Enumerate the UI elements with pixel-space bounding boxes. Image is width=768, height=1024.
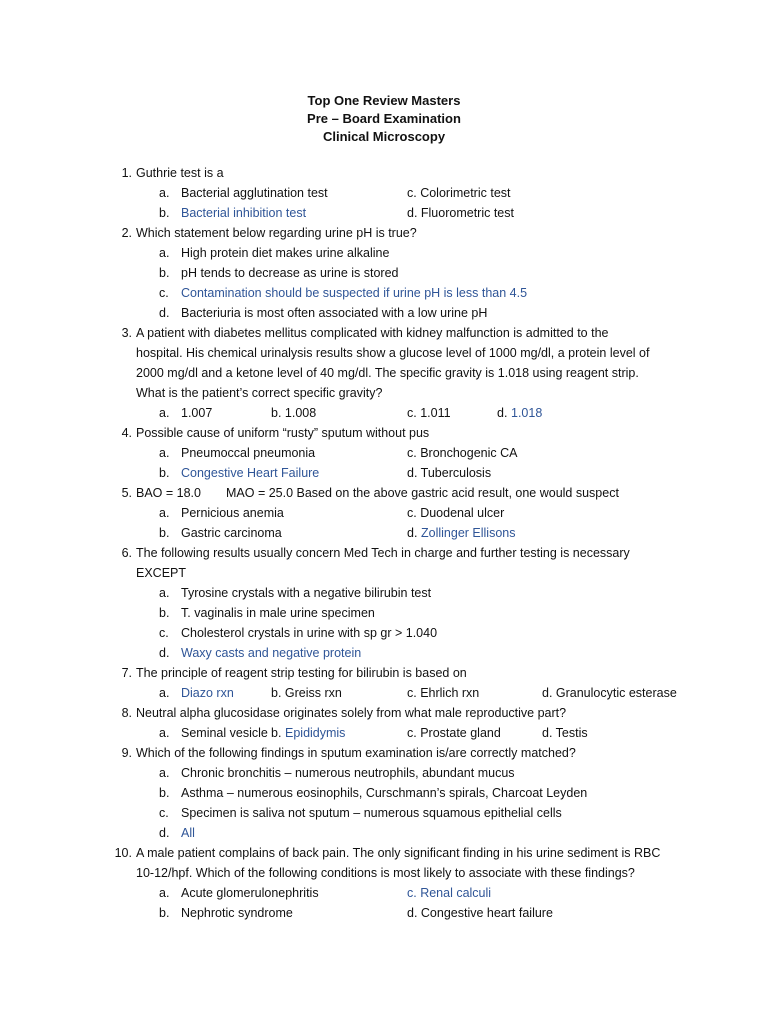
option-label: b.: [159, 606, 170, 620]
option-c-answer: Contamination should be suspected if urine pH is less than 4.5: [181, 286, 528, 300]
question-number: 7.: [121, 666, 132, 680]
question-number: 10.: [114, 846, 132, 860]
option-d: d. Fluorometric test: [407, 206, 514, 220]
option-c-answer: c. Renal calculi: [407, 886, 492, 900]
option-c: c. Bronchogenic CA: [407, 446, 518, 460]
header-line-2: Pre – Board Examination: [307, 111, 461, 126]
question-text-line: EXCEPT: [136, 566, 187, 580]
option-label: b.: [159, 906, 170, 920]
question-number: 1.: [121, 166, 132, 180]
option-b: Gastric carcinoma: [181, 526, 282, 540]
option-d: d. Tuberculosis: [407, 466, 492, 480]
question-text: Which statement below regarding urine pH is true?: [136, 226, 417, 240]
option-d-answer: Waxy casts and negative protein: [181, 646, 362, 660]
option-a: Seminal vesicle: [181, 726, 268, 740]
question-text-line: What is the patient’s correct specific gravity?: [136, 386, 383, 400]
question-text-line: The following results usually concern Med Tech in charge and further testing is necessary: [136, 546, 630, 560]
option-b: Asthma – numerous eosinophils, Curschmann’s spirals, Charcoat Leyden: [181, 786, 588, 800]
option-d: d. Testis: [542, 726, 588, 740]
option-c: c. Ehrlich rxn: [407, 686, 480, 700]
option-b-answer: Bacterial inhibition test: [181, 206, 307, 220]
question-text: Which of the following findings in sputum examination is/are correctly matched?: [136, 746, 576, 760]
header-line-3: Clinical Microscopy: [322, 129, 446, 144]
question-number: 6.: [121, 546, 132, 560]
option-label: c.: [159, 286, 169, 300]
option-b: T. vaginalis in male urine specimen: [181, 606, 375, 620]
option-label: b.: [159, 266, 170, 280]
option-a: Pneumoccal pneumonia: [181, 446, 316, 460]
option-d: Bacteriuria is most often associated with a low urine pH: [181, 306, 488, 320]
option-label: b.: [159, 526, 170, 540]
option-a: Bacterial agglutination test: [181, 186, 328, 200]
option-label: b.: [159, 206, 170, 220]
option-label: c.: [159, 626, 169, 640]
option-c: c. 1.011: [407, 406, 451, 420]
option-label: a.: [159, 506, 170, 520]
question-text-line: hospital. His chemical urinalysis results show a glucose level of 1000 mg/dl, a protein level of: [136, 346, 650, 360]
question-text: Neutral alpha glucosidase originates solely from what male reproductive part?: [136, 706, 567, 720]
option-d-answer: 1.018: [511, 406, 543, 420]
option-label: d.: [159, 646, 170, 660]
option-label: b.: [159, 466, 170, 480]
option-b: b. Greiss rxn: [271, 686, 342, 700]
option-label: a.: [159, 766, 170, 780]
option-label: a.: [159, 186, 170, 200]
option-a: 1.007: [181, 406, 213, 420]
option-a: High protein diet makes urine alkaline: [181, 246, 390, 260]
question-number: 2.: [121, 226, 132, 240]
option-label: a.: [159, 446, 170, 460]
option-d: d. Congestive heart failure: [407, 906, 553, 920]
question-number: 9.: [121, 746, 132, 760]
option-a: Pernicious anemia: [181, 506, 284, 520]
question-number: 5.: [121, 486, 132, 500]
option-label: d.: [159, 826, 170, 840]
header-line-1: Top One Review Masters: [307, 93, 461, 108]
question-text: Possible cause of uniform “rusty” sputum without pus: [136, 426, 430, 440]
option-b: b. 1.008: [271, 406, 317, 420]
option-b-label: b.: [271, 726, 282, 740]
option-c: Specimen is saliva not sputum – numerous squamous epithelial cells: [181, 806, 562, 820]
question-text-line: A male patient complains of back pain. The only significant finding in his urine sediment is RBC: [136, 846, 661, 860]
option-a-answer: Diazo rxn: [181, 686, 234, 700]
option-c: c. Prostate gland: [407, 726, 501, 740]
option-label: b.: [159, 786, 170, 800]
option-c: c. Duodenal ulcer: [407, 506, 505, 520]
option-label: a.: [159, 886, 170, 900]
question-text: The principle of reagent strip testing for bilirubin is based on: [136, 666, 467, 680]
option-d-label: d.: [497, 406, 508, 420]
option-a: Tyrosine crystals with a negative bilirubin test: [181, 586, 432, 600]
option-label: a.: [159, 406, 170, 420]
option-b-answer: Congestive Heart Failure: [181, 466, 320, 480]
question-text-line: A patient with diabetes mellitus complicated with kidney malfunction is admitted to the: [136, 326, 609, 340]
option-d: d. Granulocytic esterase: [542, 686, 677, 700]
question-text: Guthrie test is a: [136, 166, 224, 180]
option-label: a.: [159, 586, 170, 600]
question-number: 8.: [121, 706, 132, 720]
question-text-line: 10-12/hpf. Which of the following conditions is most likely to associate with these findings?: [136, 866, 635, 880]
option-d-answer: Zollinger Ellisons: [421, 526, 516, 540]
option-c: Cholesterol crystals in urine with sp gr > 1.040: [181, 626, 438, 640]
option-d-label: d.: [407, 526, 418, 540]
option-a: Chronic bronchitis – numerous neutrophils, abundant mucus: [181, 766, 515, 780]
option-b: pH tends to decrease as urine is stored: [181, 266, 399, 280]
option-a: Acute glomerulonephritis: [181, 886, 319, 900]
question-text-bao: BAO = 18.0: [136, 486, 201, 500]
option-label: d.: [159, 306, 170, 320]
question-number: 4.: [121, 426, 132, 440]
option-label: a.: [159, 686, 170, 700]
option-c: c. Colorimetric test: [407, 186, 511, 200]
question-text-line: 2000 mg/dl and a ketone level of 40 mg/dl. The specific gravity is 1.018 using reagent strip.: [136, 366, 639, 380]
option-label: c.: [159, 806, 169, 820]
option-label: a.: [159, 246, 170, 260]
option-b: Nephrotic syndrome: [181, 906, 293, 920]
option-b-answer: Epididymis: [285, 726, 346, 740]
option-label: a.: [159, 726, 170, 740]
question-text-mao: MAO = 25.0 Based on the above gastric acid result, one would suspect: [226, 486, 619, 500]
option-d-answer: All: [181, 826, 195, 840]
question-number: 3.: [121, 326, 132, 340]
